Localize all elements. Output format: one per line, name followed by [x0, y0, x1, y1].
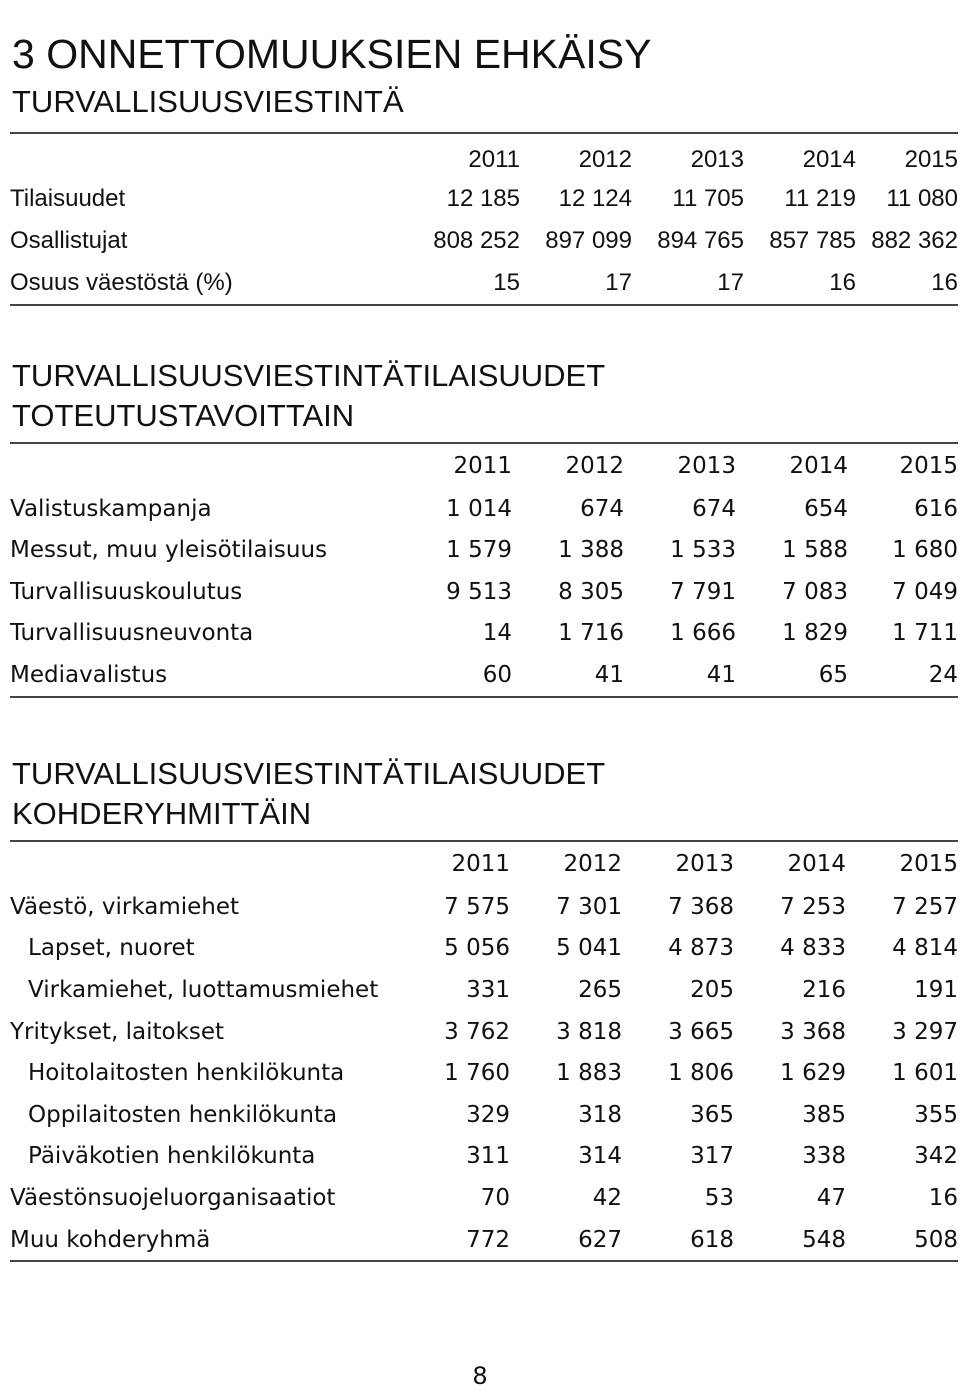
cell-value: 4 873: [668, 935, 734, 962]
section-kohderyhmittain: [10, 754, 958, 1262]
table-row: [10, 1136, 958, 1178]
cell-value: 1 014: [446, 495, 512, 522]
header-empty: [10, 841, 390, 886]
cell-value: 5 041: [556, 935, 622, 962]
cell-value: 627: [578, 1226, 622, 1253]
table-row: [10, 613, 958, 655]
row-label: Turvallisuuskoulutus: [10, 578, 243, 605]
cell-value: 60: [482, 661, 512, 688]
cell-value: 508: [914, 1226, 958, 1253]
table-row: [10, 178, 958, 220]
table-row: [10, 1219, 958, 1262]
table-row: [10, 969, 958, 1011]
cell-value: 5 056: [444, 935, 510, 962]
cell-value: 1 388: [558, 537, 624, 564]
cell-value: 1 680: [892, 537, 958, 564]
cell-value: 7 253: [780, 893, 846, 920]
cell-value: 618: [690, 1226, 734, 1253]
cell-value: 216: [802, 976, 846, 1003]
cell-value: 882 362: [871, 227, 958, 254]
year-header: 2012: [565, 453, 624, 479]
year-header: 2012: [578, 146, 632, 173]
row-label: Turvallisuusneuvonta: [10, 620, 254, 647]
cell-value: 1 883: [556, 1060, 622, 1087]
cell-value: 674: [692, 495, 736, 522]
table-row: [10, 654, 958, 697]
row-label: Oppilaitosten henkilökunta: [28, 1101, 338, 1128]
row-label: Muu kohderyhmä: [10, 1226, 211, 1253]
row-label: Lapset, nuoret: [28, 935, 195, 962]
cell-value: 65: [818, 661, 848, 688]
cell-value: 329: [466, 1101, 510, 1128]
year-header: 2011: [468, 146, 520, 173]
year-header: 2013: [690, 146, 744, 173]
section-title-line1: TURVALLISUUSVIESTINTÄTILAISUUDET: [12, 756, 606, 791]
cell-value: 1 760: [444, 1060, 510, 1087]
table-row: [10, 928, 958, 970]
cell-value: 16: [928, 1184, 958, 1211]
year-header: 2011: [451, 851, 510, 877]
cell-value: 47: [816, 1184, 846, 1211]
table-row: [10, 1177, 958, 1219]
table-row: [10, 1052, 958, 1094]
cell-value: 11 080: [886, 185, 958, 212]
table-row: [10, 571, 958, 613]
section-title: TURVALLISUUSVIESTINTÄ: [12, 84, 404, 119]
section-title-line1: TURVALLISUUSVIESTINTÄTILAISUUDET: [12, 358, 606, 393]
cell-value: 7 301: [556, 893, 622, 920]
year-header: 2012: [563, 851, 622, 877]
cell-value: 7 368: [668, 893, 734, 920]
cell-value: 12 124: [558, 185, 632, 212]
cell-value: 265: [578, 976, 622, 1003]
table-row: [10, 886, 958, 928]
page-number: 8: [472, 1362, 488, 1390]
header-empty: [10, 133, 390, 178]
row-label: Päiväkotien henkilökunta: [28, 1143, 316, 1170]
cell-value: 17: [717, 269, 744, 296]
cell-value: 654: [804, 495, 848, 522]
cell-value: 7 575: [444, 893, 510, 920]
table-row: [10, 220, 958, 262]
cell-value: 70: [480, 1184, 510, 1211]
row-label: Tilaisuudet: [10, 185, 126, 212]
cell-value: 3 297: [892, 1018, 958, 1045]
year-header: 2015: [904, 146, 958, 173]
year-header-row: [10, 443, 958, 488]
cell-value: 16: [931, 269, 958, 296]
row-label: Väestö, virkamiehet: [10, 893, 240, 920]
year-header: 2015: [899, 453, 958, 479]
row-label: Messut, muu yleisötilaisuus: [10, 537, 328, 564]
cell-value: 4 833: [780, 935, 846, 962]
cell-value: 311: [466, 1143, 510, 1170]
table-turvallisuusviestinta: [10, 132, 958, 306]
cell-value: 1 533: [670, 537, 736, 564]
cell-value: 1 601: [892, 1060, 958, 1087]
cell-value: 3 762: [444, 1018, 510, 1045]
cell-value: 355: [914, 1101, 958, 1128]
cell-value: 16: [829, 269, 856, 296]
cell-value: 1 711: [892, 620, 958, 647]
cell-value: 1 716: [558, 620, 624, 647]
cell-value: 41: [706, 661, 736, 688]
cell-value: 9 513: [446, 578, 512, 605]
row-label: Virkamiehet, luottamusmiehet: [28, 976, 379, 1003]
cell-value: 1 588: [782, 537, 848, 564]
row-label: Mediavalistus: [10, 661, 168, 688]
cell-value: 8 305: [558, 578, 624, 605]
cell-value: 385: [802, 1101, 846, 1128]
cell-value: 338: [802, 1143, 846, 1170]
cell-value: 11 705: [672, 185, 744, 212]
section-turvallisuusviestinta: [10, 82, 958, 306]
year-header: 2014: [802, 146, 856, 173]
cell-value: 331: [466, 976, 510, 1003]
row-label: Osuus väestöstä (%): [10, 269, 233, 296]
cell-value: 674: [580, 495, 624, 522]
cell-value: 1 829: [782, 620, 848, 647]
row-label: Väestönsuojeluorganisaatiot: [10, 1184, 336, 1211]
cell-value: 317: [690, 1143, 734, 1170]
header-empty: [10, 443, 390, 488]
cell-value: 1 806: [668, 1060, 734, 1087]
section-title-line2: TOTEUTUSTAVOITTAIN: [12, 398, 355, 433]
year-header: 2013: [677, 453, 736, 479]
year-header: 2011: [453, 453, 512, 479]
cell-value: 7 083: [782, 578, 848, 605]
cell-value: 205: [690, 976, 734, 1003]
table-row: [10, 1011, 958, 1053]
cell-value: 11 219: [784, 185, 856, 212]
cell-value: 12 185: [446, 185, 520, 212]
cell-value: 808 252: [433, 227, 520, 254]
cell-value: 1 629: [780, 1060, 846, 1087]
cell-value: 41: [594, 661, 624, 688]
year-header: 2014: [787, 851, 846, 877]
table-toteutustavoittain: [10, 442, 958, 698]
cell-value: 857 785: [769, 227, 856, 254]
cell-value: 24: [928, 661, 958, 688]
cell-value: 7 791: [670, 578, 736, 605]
cell-value: 3 665: [668, 1018, 734, 1045]
cell-value: 15: [493, 269, 520, 296]
page-title: 3 ONNETTOMUUKSIEN EHKÄISY: [12, 31, 652, 78]
cell-value: 772: [466, 1226, 510, 1253]
cell-value: 318: [578, 1101, 622, 1128]
cell-value: 365: [690, 1101, 734, 1128]
table-row: [10, 1094, 958, 1136]
cell-value: 314: [578, 1143, 622, 1170]
cell-value: 1 579: [446, 537, 512, 564]
year-header: 2015: [899, 851, 958, 877]
row-label: Osallistujat: [10, 227, 128, 254]
year-header: 2014: [789, 453, 848, 479]
cell-value: 897 099: [545, 227, 632, 254]
table-row: [10, 262, 958, 305]
cell-value: 7 049: [892, 578, 958, 605]
cell-value: 3 368: [780, 1018, 846, 1045]
year-header-row: [10, 841, 958, 886]
cell-value: 42: [592, 1184, 622, 1211]
year-header-row: [10, 133, 958, 178]
table-kohderyhmittain: [10, 840, 958, 1262]
cell-value: 53: [704, 1184, 734, 1211]
section-toteutustavoittain: [10, 356, 958, 698]
cell-value: 4 814: [892, 935, 958, 962]
section-title-line2: KOHDERYHMITTÄIN: [12, 796, 312, 831]
cell-value: 17: [605, 269, 632, 296]
year-header: 2013: [675, 851, 734, 877]
table-row: [10, 488, 958, 530]
row-label: Yritykset, laitokset: [10, 1018, 225, 1045]
cell-value: 191: [914, 976, 958, 1003]
cell-value: 616: [914, 495, 958, 522]
table-row: [10, 530, 958, 572]
cell-value: 1 666: [670, 620, 736, 647]
cell-value: 894 765: [657, 227, 744, 254]
row-label: Hoitolaitosten henkilökunta: [28, 1060, 345, 1087]
row-label: Valistuskampanja: [10, 495, 212, 522]
cell-value: 548: [802, 1226, 846, 1253]
cell-value: 342: [914, 1143, 958, 1170]
cell-value: 3 818: [556, 1018, 622, 1045]
cell-value: 14: [482, 620, 512, 647]
cell-value: 7 257: [892, 893, 958, 920]
